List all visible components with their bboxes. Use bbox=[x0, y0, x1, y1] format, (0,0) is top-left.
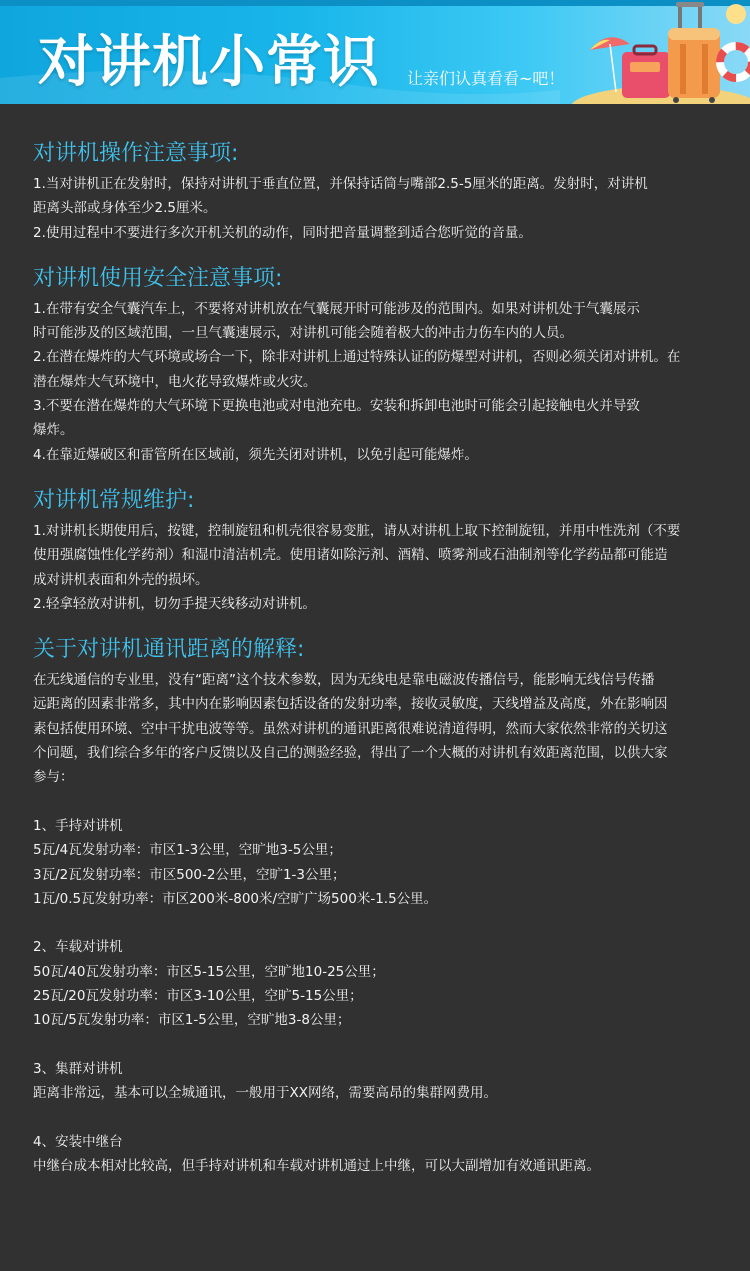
paragraph-line: 参与： bbox=[33, 769, 74, 786]
paragraph-line: 4.在靠近爆破区和雷管所在区域前，须先关闭对讲机，以免引起可能爆炸。 bbox=[33, 446, 478, 463]
paragraph-line: 2.使用过程中不要进行多次开机关机的动作，同时把音量调整到适合您听觉的音量。 bbox=[33, 224, 532, 241]
paragraph-line: 爆炸。 bbox=[33, 422, 74, 439]
info-section bbox=[33, 138, 723, 245]
paragraph-line: 距离非常远，基本可以全城通讯，一般用于XX网络，需要高昂的集群网费用。 bbox=[33, 1085, 497, 1102]
section-heading: 对讲机使用安全注意事项: bbox=[33, 265, 283, 291]
paragraph-line: 成对讲机表面和外壳的损坏。 bbox=[33, 571, 209, 588]
travel-luggage-illustration bbox=[560, 0, 750, 104]
info-section bbox=[33, 485, 723, 616]
paragraph-line: 在无线通信的专业里，没有“距离”这个技术参数，因为无线电是靠电磁波传播信号，能影响无线信号传播 bbox=[33, 672, 655, 689]
paragraph-line: 远距离的因素非常多，其中内在影响因素包括设备的发射功率，接收灵敏度，天线增益及高度，外在影响因 bbox=[33, 696, 668, 713]
paragraph-line: 10瓦/5瓦发射功率：市区1-5公里，空旷地3-8公里； bbox=[33, 1012, 351, 1029]
paragraph-line: 2.轻拿轻放对讲机，切勿手提天线移动对讲机。 bbox=[33, 595, 316, 612]
paragraph-spacer bbox=[33, 1033, 723, 1057]
large-suitcase-icon bbox=[668, 2, 720, 103]
info-section bbox=[33, 634, 723, 1178]
paragraph-spacer bbox=[33, 911, 723, 935]
paragraph-line: 素包括使用环境、空中干扰电波等等。虽然对讲机的通讯距离很难说清道得明，然而大家依然非常的关切这 bbox=[33, 720, 668, 737]
paragraph-line: 1瓦/0.5瓦发射功率：市区200米-800米/空旷广场500米-1.5公里。 bbox=[33, 890, 438, 907]
small-suitcase-icon bbox=[622, 46, 670, 98]
banner-subtitle: 让亲们认真看看~吧！ bbox=[407, 69, 565, 88]
paragraph-line: 3瓦/2瓦发射功率：市区500-2公里，空旷1-3公里； bbox=[33, 866, 346, 883]
paragraph-line: 1.对讲机长期使用后，按键，控制旋钮和机壳很容易变脏，请从对讲机上取下控制旋钮，并用中性洗剂（不要 bbox=[33, 522, 681, 539]
info-section bbox=[33, 263, 723, 467]
lifebuoy-icon bbox=[720, 46, 750, 78]
article-content bbox=[33, 138, 723, 1196]
paragraph-line: 个问题，我们综合多年的客户反馈以及自己的测验经验，得出了一个大概的对讲机有效距离范围，以供大家 bbox=[33, 745, 668, 762]
paragraph-line: 3、集群对讲机 bbox=[33, 1060, 123, 1077]
paragraph-line: 50瓦/40瓦发射功率：市区5-15公里，空旷地10-25公里； bbox=[33, 963, 385, 980]
paragraph-line: 5瓦/4瓦发射功率：市区1-3公里，空旷地3-5公里； bbox=[33, 842, 342, 859]
paragraph-line: 1.当对讲机正在发射时，保持对讲机于垂直位置，并保持话筒与嘴部2.5-5厘米的距离。发射时，对讲机 bbox=[33, 176, 648, 192]
paragraph-line: 中继台成本相对比较高，但手持对讲机和车载对讲机通过上中继，可以大副增加有效通讯距离。 bbox=[33, 1158, 600, 1175]
banner-title: 对讲机小常识 bbox=[38, 30, 380, 95]
section-heading: 对讲机常规维护: bbox=[33, 487, 195, 513]
paragraph-line: 2.在潜在爆炸的大气环境或场合一下，除非对讲机上通过特殊认证的防爆型对讲机，否则必须关闭对讲机。在 bbox=[33, 349, 681, 366]
header-banner bbox=[0, 0, 750, 104]
paragraph-line: 时可能涉及的区域范围，一旦气囊速展示，对讲机可能会随着极大的冲击力伤车内的人员。 bbox=[33, 325, 573, 342]
paragraph-line: 2、车载对讲机 bbox=[33, 939, 123, 956]
paragraph-spacer bbox=[33, 1106, 723, 1130]
paragraph-line: 1、手持对讲机 bbox=[33, 817, 123, 834]
paragraph-line: 距离头部或身体至少2.5厘米。 bbox=[33, 200, 217, 217]
paragraph-line: 25瓦/20瓦发射功率：市区3-10公里，空旷5-15公里； bbox=[33, 988, 363, 1005]
paragraph-line: 使用强腐蚀性化学药剂）和湿巾清洁机壳。使用诸如除污剂、酒精、喷雾剂或石油制剂等化学药品都可能造 bbox=[33, 547, 668, 564]
section-heading: 关于对讲机通讯距离的解释: bbox=[33, 637, 305, 663]
paragraph-line: 3.不要在潜在爆炸的大气环境下更换电池或对电池充电。安装和拆卸电池时可能会引起接触电火并导致 bbox=[33, 398, 640, 415]
paragraph-line: 潜在爆炸大气环境中，电火花导致爆炸或火灾。 bbox=[33, 373, 317, 390]
paragraph-spacer bbox=[33, 790, 723, 814]
paragraph-line: 1.在带有安全气囊汽车上，不要将对讲机放在气囊展开时可能涉及的范围内。如果对讲机处于气囊展示 bbox=[33, 300, 640, 317]
sun-icon bbox=[726, 4, 746, 24]
paragraph-line: 4、安装中继台 bbox=[33, 1133, 123, 1150]
section-heading: 对讲机操作注意事项: bbox=[33, 141, 239, 166]
